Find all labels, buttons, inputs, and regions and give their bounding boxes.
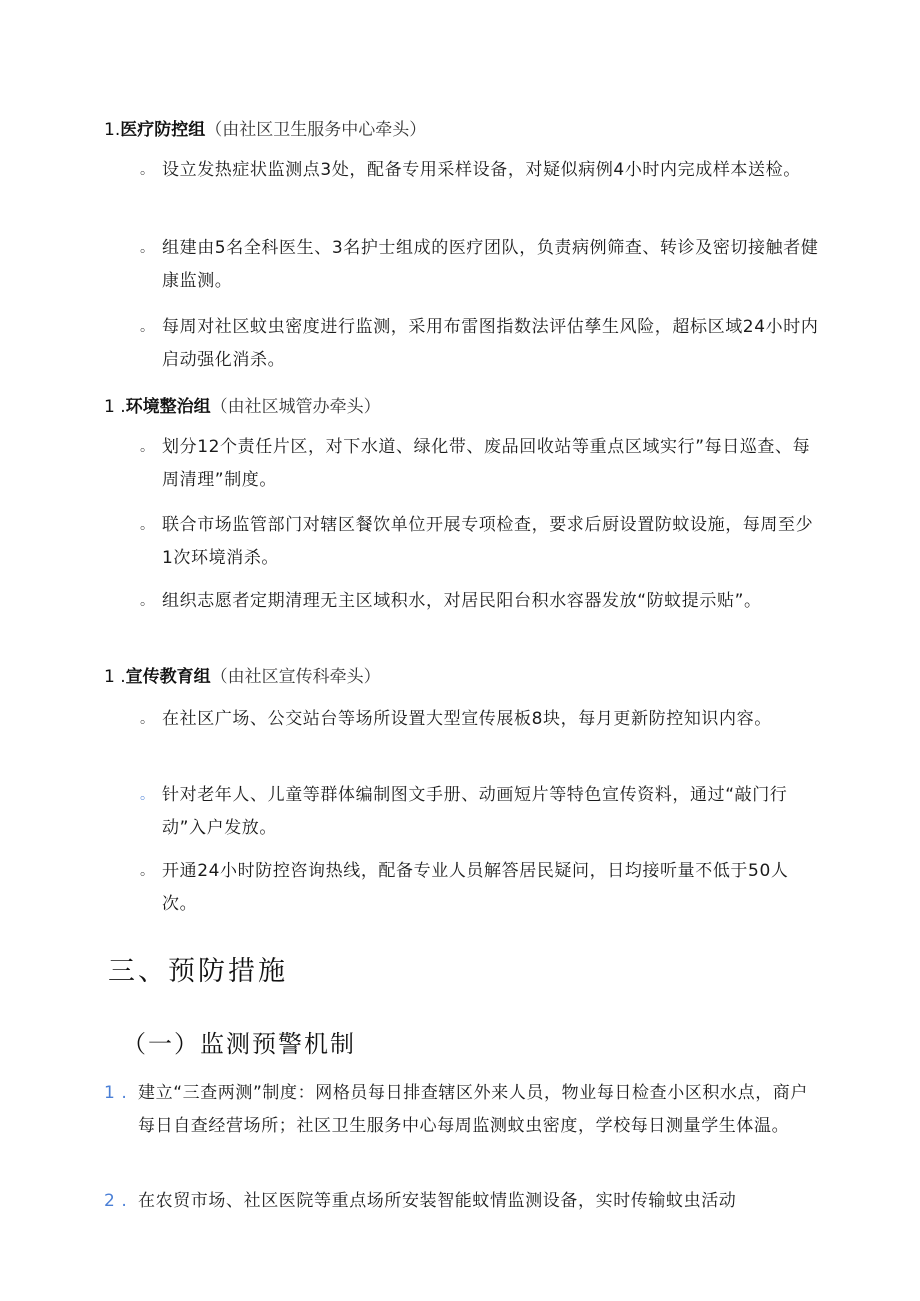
list-item-text: 联合市场监管部门对辖区餐饮单位开展专项检查，要求后厨设置防蚊设施，每周至少1次环境消杀。 [162,515,814,568]
list-item-text: 针对老年人、儿童等群体编制图文手册、动画短片等特色宣传资料，通过“敲门行动”入户发放。 [162,785,788,838]
group-title: 环境整治组 [125,397,211,417]
item-number: 2 . [104,1191,128,1211]
numbered-item-text: 在农贸市场、社区医院等重点场所安装智能蚊情监测设备，实时传输蚊虫活动 [138,1191,737,1211]
bullet-icon: 。 [140,517,155,533]
list-item-text: 划分12个责任片区，对下水道、绿化带、废品回收站等重点区域实行”每日巡查、每周清理”制度。 [162,437,811,490]
list-item-text: 组建由5名全科医生、3名护士组成的医疗团队，负责病例筛查、转诊及密切接触者健康监测。 [162,238,819,291]
bullet-icon: 。 [140,439,155,455]
bullet-icon: 。 [140,240,155,256]
list-item [140,703,820,736]
group-heading-environment [104,395,381,419]
list-item-text: 在社区广场、公交站台等场所设置大型宣传展板8块，每月更新防控知识内容。 [162,709,772,729]
list-item [140,232,820,298]
list-item [140,585,820,618]
bullet-icon: 。 [140,319,155,335]
group-lead: （由社区城管办牵头） [210,397,381,417]
group-number: 1 . [104,667,126,687]
bullet-icon: 。 [140,711,155,727]
list-item [140,311,820,377]
list-item [140,431,820,497]
list-item-text: 开通24小时防控咨询热线，配备专业人员解答居民疑问，日均接听量不低于50人次。 [162,861,789,914]
group-heading-medical [104,118,426,142]
numbered-item-text: 建立“三查两测”制度：网格员每日排查辖区外来人员，物业每日检查小区积水点，商户每日自查经营场所；社区卫生服务中心每周监测蚊虫密度，学校每日测量学生体温。 [138,1083,809,1136]
list-item [140,154,820,187]
bullet-icon: 。 [140,593,155,609]
list-item [140,855,820,921]
list-item [140,509,820,575]
group-lead: （由社区宣传科牵头） [210,667,381,687]
section-title: 三、预防措施 [108,956,288,987]
list-item-text: 设立发热症状监测点3处，配备专用采样设备，对疑似病例4小时内完成样本送检。 [162,160,801,180]
group-number: 1. [104,120,121,140]
group-number: 1 . [104,397,126,417]
list-item-text: 每周对社区蚊虫密度进行监测，采用布雷图指数法评估孳生风险，超标区域24小时内启动强化消杀。 [162,317,819,370]
group-title: 医疗防控组 [120,120,206,140]
group-title: 宣传教育组 [125,667,211,687]
list-item-text: 组织志愿者定期清理无主区域积水，对居民阳台积水容器发放“防蚊提示贴”。 [162,591,762,611]
bullet-icon: 。 [140,162,155,178]
bullet-icon: 。 [140,863,155,879]
numbered-item [104,1077,820,1143]
numbered-item [104,1185,820,1218]
subsection-title: （一）监测预警机制 [122,1030,356,1058]
group-lead: （由社区卫生服务中心牵头） [205,120,427,140]
item-number: 1 . [104,1083,128,1103]
list-item [140,779,820,845]
bullet-icon: 。 [140,787,155,803]
group-heading-publicity [104,665,381,689]
